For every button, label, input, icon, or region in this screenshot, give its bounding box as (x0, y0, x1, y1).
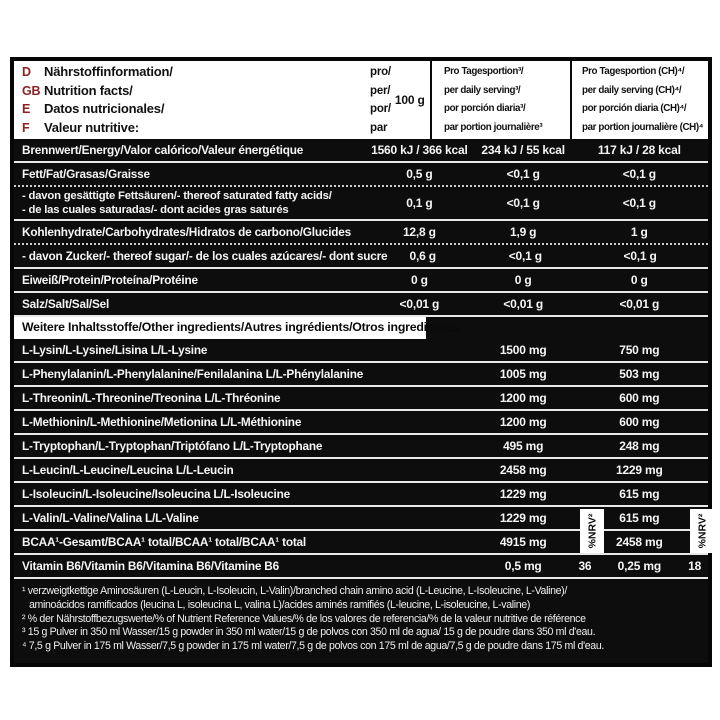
nutrient-label: Salz/Salt/Sal/Sel (22, 297, 110, 311)
ingredient-label: Vitamin B6/Vitamin B6/Vitamina B6/Vitamine B6 (22, 559, 279, 573)
value-per-serving-ch: 0 g (630, 273, 648, 287)
nutrient-label (14, 189, 365, 217)
footnote-line: aminoácidos ramificados (leucina L, isoleucina L, valina L)/acides aminés ramifiés (L-leucine, L-isoleucine, L-valine) (29, 598, 531, 611)
value-per-100g: <0,01 g (399, 297, 440, 311)
nutrient-label: Brennwert/Energy/Valor calórico/Valeur énergétique (22, 143, 304, 157)
nutrient-label: Eiweiß/Protein/Proteína/Protéine (22, 273, 198, 287)
nutrition-table (14, 139, 708, 663)
ingredient-label: L-Threonin/L-Threonine/Treonina L/L-Thréonine (22, 391, 281, 405)
ingredient-row (14, 435, 708, 459)
ingredient-row (14, 555, 708, 579)
per-serving-ch-header-line: por porción diaria (CH)⁴/ (582, 103, 687, 114)
nutrient-label-line: - davon gesättigte Fettsäuren/- thereof saturated fatty acids/ (22, 190, 332, 202)
ingredient-label: BCAA¹-Gesamt/BCAA¹ total/BCAA¹ total/BCAA¹ total (22, 535, 306, 549)
nutrient-label: Kohlenhydrate/Carbohydrates/Hidratos de carbono/Glucides (22, 225, 352, 239)
nutrient-row (14, 245, 708, 269)
value-per-100g: 12,8 g (402, 225, 436, 239)
language-name: Nutrition facts/ (44, 82, 133, 98)
value-per-serving-ch: 117 kJ / 28 kcal (597, 143, 681, 157)
ingredient-row (14, 459, 708, 483)
ingredient-label: L-Isoleucin/L-Isoleucine/Isoleucina L/L-Isoleucine (22, 487, 290, 501)
nutrient-row (14, 187, 708, 221)
ingredient-label: L-Phenylalanin/L-Phenylalanine/Fenilalanina L/L-Phénylalanine (22, 367, 364, 381)
value-per-serving: 1229 mg (499, 511, 547, 525)
value-per-serving: <0,1 g (508, 249, 542, 263)
value-per-100g: 0 g (410, 273, 428, 287)
per-serving-header-line: par portion journalière³ (444, 121, 543, 133)
ingredient-row (14, 483, 708, 507)
per-100g-prefix: par (370, 121, 388, 134)
per-serving-header-line: por porción diaria³/ (444, 103, 526, 114)
value-per-serving-ch: 600 mg (619, 415, 660, 429)
value-per-serving-ch: 0,25 mg (617, 559, 661, 573)
per-100g-prefix: pro/ (370, 66, 391, 78)
value-per-serving-ch: 2458 mg (615, 535, 663, 549)
value-per-serving: 2458 mg (499, 463, 547, 477)
value-per-serving: 1500 mg (499, 343, 547, 357)
value-per-serving: 495 mg (503, 439, 544, 453)
nutrient-label: - davon Zucker/- thereof sugar/- de los cuales azúcares/- dont sucre (22, 249, 388, 263)
value-per-serving-ch: <0,01 g (619, 297, 660, 311)
value-per-serving: 1005 mg (499, 367, 547, 381)
ingredient-label: L-Lysin/L-Lysine/Lisina L/L-Lysine (22, 343, 208, 357)
language-row (14, 100, 361, 119)
language-name: Nährstoffinformation/ (44, 64, 173, 79)
per-serving-header (430, 61, 570, 139)
language-name: Valeur nutritive: (44, 119, 139, 135)
nutrient-row (14, 269, 708, 293)
value-per-serving-ch: 503 mg (619, 367, 660, 381)
footnote-line: ⁴ 7,5 g Pulver in 175 ml Wasser/7,5 g powder in 175 ml water/7,5 g de polvos con 175 ml de agua/7,5 g de poudre dans 175 ml d'eau. (22, 640, 604, 653)
nutrient-row (14, 163, 708, 187)
ingredient-label: L-Valin/L-Valine/Valina L/L-Valine (22, 511, 199, 525)
nutrient-row (14, 293, 708, 317)
ingredient-label: L-Tryptophan/L-Tryptophan/Triptófano L/L-Tryptophane (22, 439, 323, 453)
nrv-box (690, 509, 714, 553)
language-name: Datos nutricionales/ (44, 101, 165, 116)
value-per-serving: 1229 mg (499, 487, 547, 501)
per-serving-ch-header (570, 61, 708, 139)
ingredient-label: L-Methionin/L-Methionine/Metionina L/L-Méthionine (22, 415, 302, 429)
value-per-100g: 0,6 g (409, 249, 436, 263)
language-row (14, 63, 361, 82)
nrv-label: %NRV² (696, 513, 708, 549)
per-100g-prefix: por/ (370, 103, 391, 115)
value-per-serving: 234 kJ / 55 kcal (481, 143, 565, 157)
per-100g-prefixes (370, 63, 391, 137)
label-header (14, 61, 708, 139)
value-per-100g: 1560 kJ / 366 kcal (371, 143, 468, 157)
value-per-100g: 0,5 g (406, 167, 433, 181)
value-per-serving: 1200 mg (499, 415, 547, 429)
nrv-label: %NRV² (586, 513, 598, 549)
ingredient-row (14, 387, 708, 411)
value-per-serving: 0 g (514, 273, 532, 287)
value-per-serving-ch: 615 mg (619, 511, 660, 525)
per-serving-ch-header-line: per daily serving (CH)⁴/ (582, 84, 682, 96)
ingredient-label: L-Leucin/L-Leucine/Leucina L/L-Leucin (22, 463, 234, 477)
value-per-serving: <0,1 g (506, 196, 540, 210)
value-per-serving: 4915 mg (499, 535, 547, 549)
footnote-line: ³ 15 g Pulver in 350 ml Wasser/15 g powder in 350 ml water/15 g de polvos con 350 ml de agua/ 15 g de poudre dans 350 ml d'eau. (22, 626, 596, 639)
language-list (14, 61, 361, 139)
value-per-serving-ch: <0,1 g (622, 167, 656, 181)
nutrient-label-line: - de las cuales saturadas/- dont acides gras saturés (22, 204, 289, 216)
value-per-serving: <0,1 g (506, 167, 540, 181)
vitamin-b6-nrv-ch: 18 (688, 559, 702, 573)
language-code: D (22, 65, 31, 79)
per-100g-amount: 100 g (394, 93, 425, 107)
language-code: E (22, 102, 31, 116)
value-per-100g: 0,1 g (406, 196, 433, 210)
value-per-serving: <0,01 g (503, 297, 543, 311)
value-per-serving: 1,9 g (509, 225, 537, 239)
value-per-serving-ch: 1229 mg (615, 463, 663, 477)
ingredient-row (14, 339, 708, 363)
language-code: F (22, 120, 30, 135)
nutrition-label (10, 57, 712, 667)
nutrient-row (14, 221, 708, 245)
per-100g-header (361, 61, 430, 139)
footnote-line: ¹ verzweigtkettige Aminosäuren (L-Leucin, L-Isoleucin, L-Valin)/branched chain amino acid (L-Leucine, L-Isoleucine, L-Valine)/ (22, 585, 567, 597)
other-ingredients-row (14, 317, 708, 339)
nrv-span-group (14, 507, 708, 555)
value-per-serving-ch: <0,1 g (623, 249, 657, 263)
language-row (14, 82, 361, 101)
nutrient-row (14, 139, 708, 163)
per-100g-prefix: per/ (370, 84, 391, 97)
value-per-serving: 1200 mg (499, 391, 547, 405)
other-ingredients-band: Weitere Inhaltsstoffe/Other ingredients/Autres ingrédients/Otros ingredientes: (14, 317, 426, 339)
value-per-serving-ch: 248 mg (619, 439, 660, 453)
value-per-serving-ch: 1 g (630, 225, 648, 239)
ingredient-row (14, 363, 708, 387)
value-per-serving-ch: 615 mg (619, 487, 660, 501)
per-serving-header-line: Pro Tagesportion³/ (444, 66, 524, 77)
value-per-serving: 0,5 mg (504, 559, 542, 573)
nrv-box (580, 509, 604, 553)
value-per-serving-ch: <0,1 g (622, 196, 656, 210)
vitamin-b6-nrv: 36 (578, 559, 592, 573)
value-per-serving-ch: 600 mg (619, 391, 660, 405)
footnote-line: ² % der Nährstoffbezugswerte/% of Nutrient Reference Values/% de los valores de referencia/% de la valeur nutritive de référence (22, 612, 586, 625)
language-row (14, 119, 361, 138)
per-serving-header-line: per daily serving³/ (444, 84, 521, 96)
per-serving-ch-header-line: Pro Tagesportion (CH)⁴/ (582, 66, 685, 77)
value-per-serving-ch: 750 mg (619, 343, 660, 357)
footnotes (14, 579, 708, 663)
language-code: GB (22, 83, 41, 98)
ingredient-row (14, 411, 708, 435)
per-serving-ch-header-line: par portion journalière (CH)⁴ (582, 121, 704, 133)
nutrient-label: Fett/Fat/Grasas/Graisse (22, 167, 150, 181)
